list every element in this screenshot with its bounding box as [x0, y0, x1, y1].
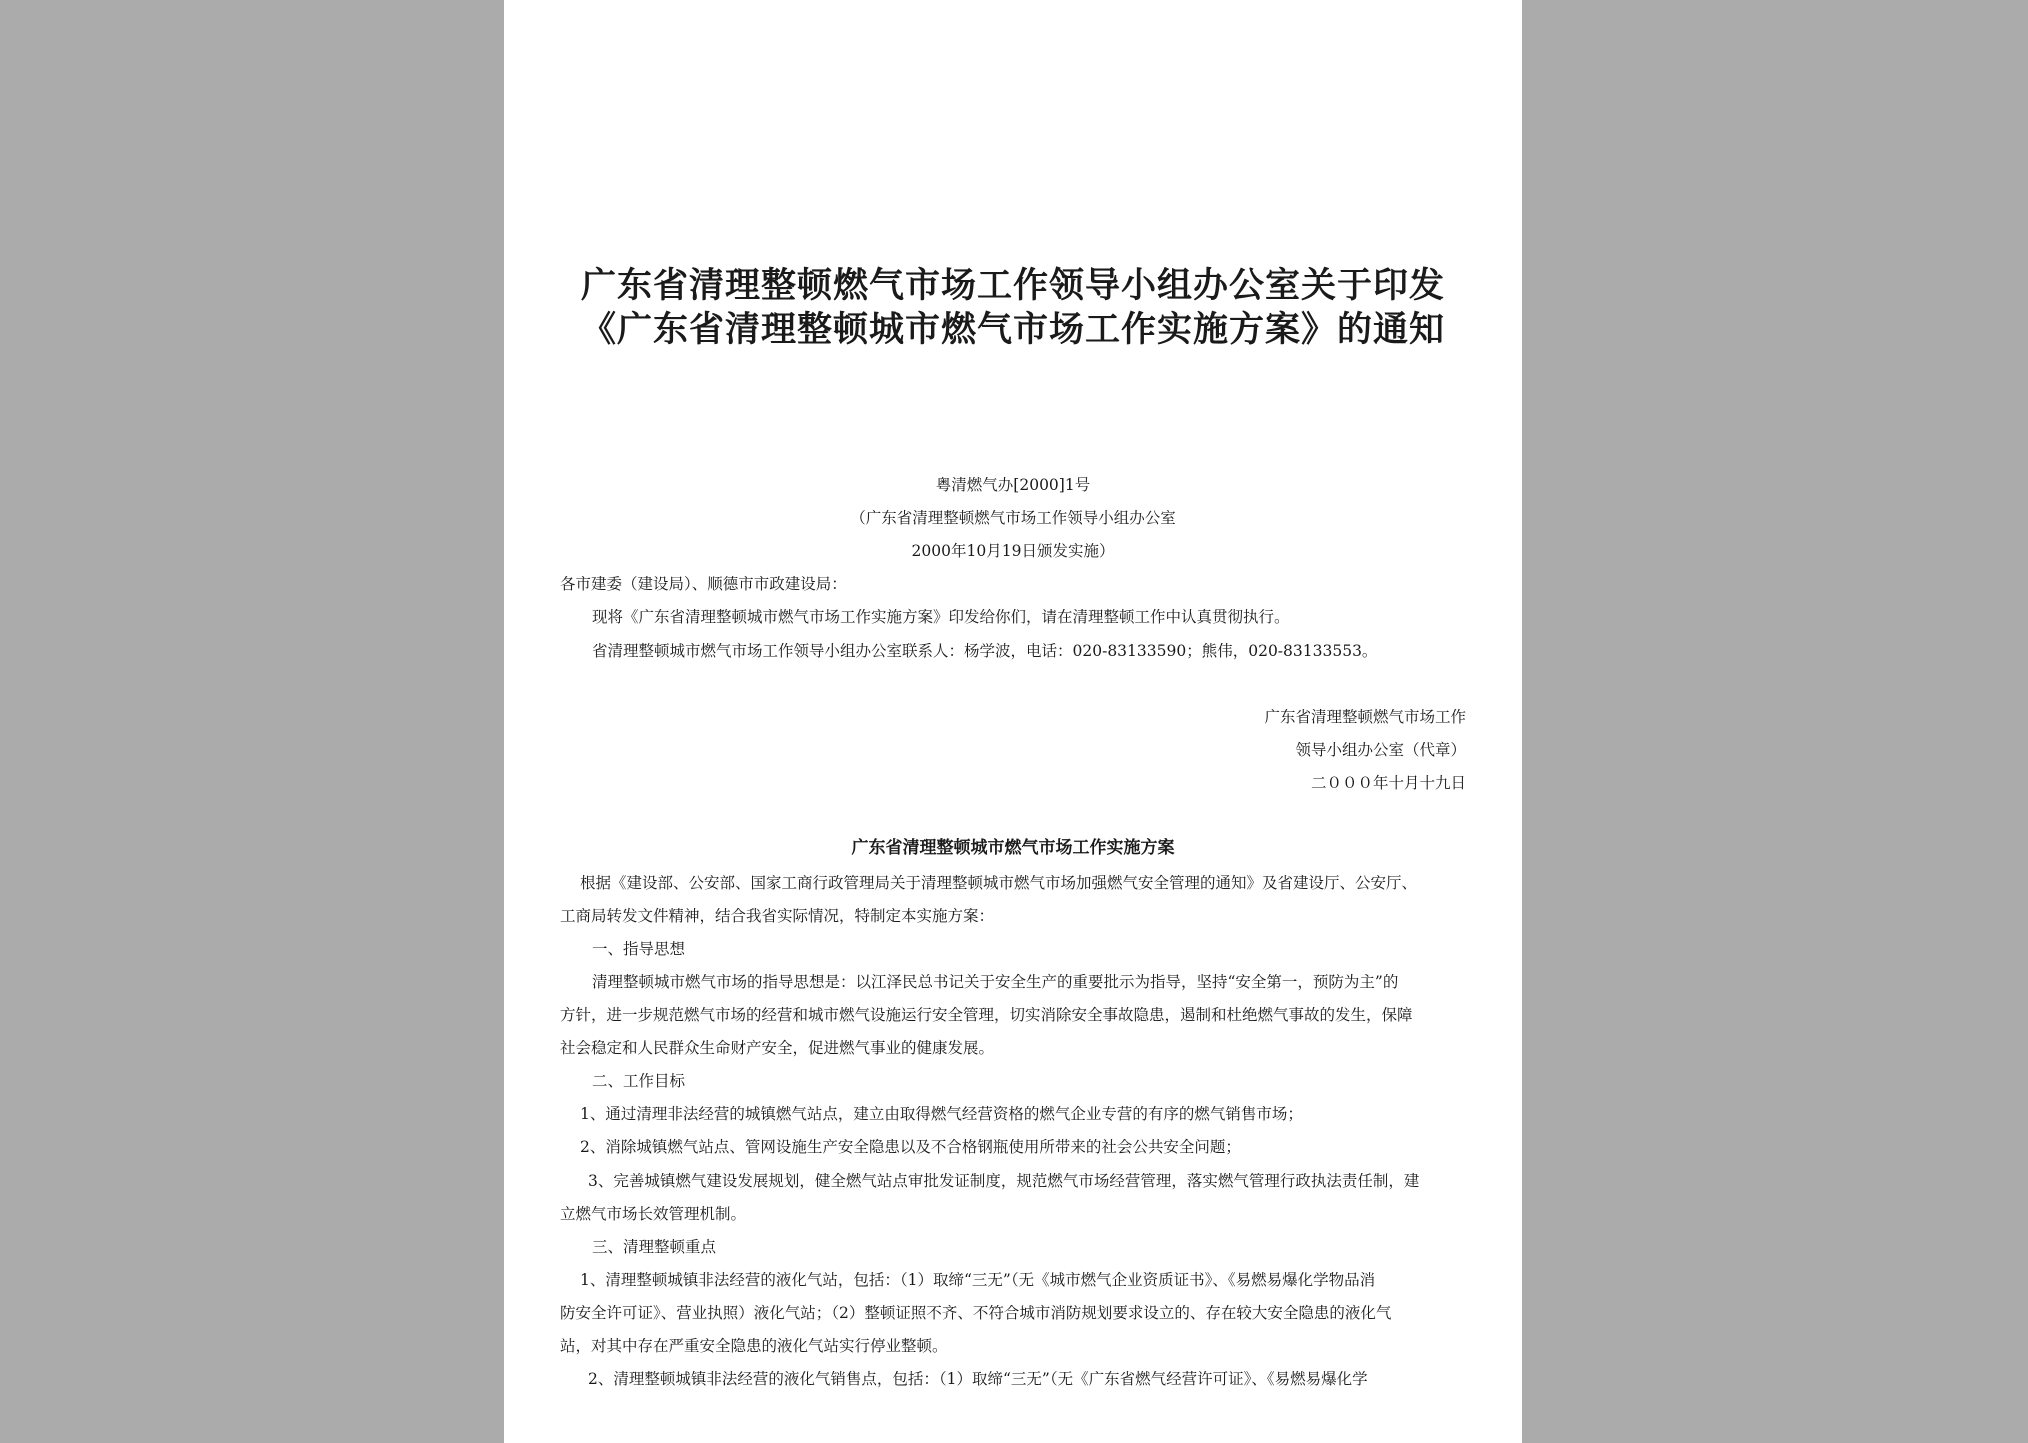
- plan-line: 站，对其中存在严重安全隐患的液化气站实行停业整顿。: [560, 1337, 948, 1355]
- addressee: 各市建委（建设局）、顺德市市政建设局：: [560, 575, 847, 593]
- document-number: 粤清燃气办[2000]1号: [935, 476, 1091, 494]
- plan-line: 方针，进一步规范燃气市场的经营和城市燃气设施运行安全管理，切实消除安全事故隐患，遏制和杜绝燃气事故的发生，保障: [560, 1006, 1413, 1024]
- signature-date: 二０００年十月十九日: [1310, 774, 1466, 792]
- document-title-line-1: 广东省清理整顿燃气市场工作领导小组办公室关于印发: [580, 265, 1445, 306]
- plan-title: 广东省清理整顿城市燃气市场工作实施方案: [851, 838, 1175, 858]
- plan-line: 防安全许可证》、营业执照）液化气站；（2）整顿证照不齐、不符合城市消防规划要求设立的、存在较大安全隐患的液化气: [560, 1304, 1392, 1322]
- plan-line: 2、清理整顿城镇非法经营的液化气销售点，包括：（1）取缔“三无”（无《广东省燃气经营许可证》、《易燃易爆化学: [588, 1370, 1368, 1388]
- plan-line: 社会稳定和人民群众生命财产安全，促进燃气事业的健康发展。: [560, 1039, 995, 1057]
- issue-date-line: 2000年10月19日颁发实施）: [911, 542, 1115, 560]
- plan-line: 根据《建设部、公安部、国家工商行政管理局关于清理整顿城市燃气市场加强燃气安全管理的通知》及省建设厅、公安厅、: [580, 874, 1418, 892]
- plan-line: 立燃气市场长效管理机制。: [560, 1205, 747, 1223]
- issuer-line: （广东省清理整顿燃气市场工作领导小组办公室: [850, 509, 1176, 527]
- plan-line: 工商局转发文件精神，结合我省实际情况，特制定本实施方案：: [560, 907, 995, 925]
- contact-paragraph: 省清理整顿城市燃气市场工作领导小组办公室联系人：杨学波，电话：020-83133590；熊伟，020-83133553。: [592, 642, 1378, 660]
- plan-heading: 二、工作目标: [592, 1072, 686, 1090]
- plan-line: 3、完善城镇燃气建设发展规划，健全燃气站点审批发证制度，规范燃气市场经营管理，落实燃气管理行政执法责任制，建: [588, 1172, 1420, 1190]
- body-paragraph: 现将《广东省清理整顿城市燃气市场工作实施方案》印发给你们，请在清理整顿工作中认真贯彻执行。: [592, 608, 1290, 626]
- plan-line: 清理整顿城市燃气市场的指导思想是：以江泽民总书记关于安全生产的重要批示为指导，坚持“安全第一，预防为主”的: [592, 973, 1399, 991]
- plan-heading: 三、清理整顿重点: [592, 1238, 717, 1256]
- plan-line: 1、清理整顿城镇非法经营的液化气站，包括：（1）取缔“三无”（无《城市燃气企业资质证书》、《易燃易爆化学物品消: [580, 1271, 1376, 1289]
- document-page: [504, 0, 1522, 1443]
- signature-office: 领导小组办公室（代章）: [1295, 741, 1466, 759]
- signature-org: 广东省清理整顿燃气市场工作: [1264, 708, 1466, 726]
- plan-line: 1、通过清理非法经营的城镇燃气站点，建立由取得燃气经营资格的燃气企业专营的有序的燃气销售市场；: [580, 1105, 1303, 1123]
- plan-line: 2、消除城镇燃气站点、管网设施生产安全隐患以及不合格钢瓶使用所带来的社会公共安全问题；: [580, 1138, 1241, 1156]
- plan-heading: 一、指导思想: [592, 940, 686, 958]
- document-title-line-2: 《广东省清理整顿城市燃气市场工作实施方案》的通知: [580, 309, 1445, 350]
